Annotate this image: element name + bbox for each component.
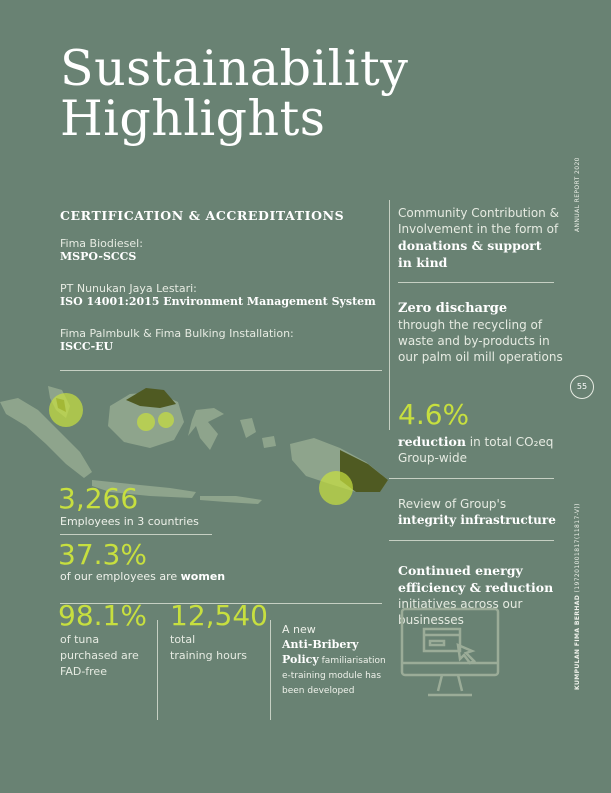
tuna-caption (60, 632, 139, 680)
side-annual-report: ANNUAL REPORT 2020 (574, 157, 581, 232)
location-circle (319, 471, 353, 505)
energy-bold-1: Continued energy (398, 563, 523, 578)
divider (398, 282, 554, 283)
zero-line-1: through the recycling of (398, 318, 543, 332)
bribery-block (282, 622, 386, 699)
divider-vertical (270, 620, 271, 720)
bribery-rest-2: e-training module has (282, 671, 382, 681)
employees-caption: Employees in 3 countries (60, 515, 199, 528)
training-line-2: training hours (170, 649, 248, 662)
tuna-line-1: of tuna (60, 633, 100, 646)
side-company-name: KUMPULAN FIMA BERHAD (574, 594, 581, 690)
title-line-1: Sustainability (60, 40, 409, 97)
tuna-line-3: FAD-free (60, 665, 107, 678)
divider (60, 534, 212, 535)
women-caption-prefix: of our employees are (60, 570, 178, 583)
training-value: 12,540 (170, 599, 268, 632)
bribery-bold-2: Policy (282, 653, 319, 666)
review-bold: integrity infrastructure (398, 513, 556, 527)
cert-value: ISCC-EU (60, 340, 114, 353)
energy-bold-2: efficiency & reduction (398, 580, 554, 595)
title-line-2: Highlights (60, 90, 326, 147)
map-maluku-2 (262, 436, 276, 448)
cert-label: Fima Palmbulk & Fima Bulking Installation: (60, 327, 294, 340)
map-nusa (200, 496, 262, 504)
computer-monitor-icon (398, 605, 502, 705)
cert-label: Fima Biodiesel: (60, 237, 143, 250)
page-title (60, 40, 409, 147)
divider (60, 370, 382, 371)
certification-heading: CERTIFICATION & ACCREDITATIONS (60, 208, 345, 223)
review-block (398, 496, 563, 529)
side-company (574, 503, 581, 690)
map-sulawesi (188, 408, 224, 450)
cert-item-nunukan (60, 282, 376, 308)
co2-line-2: Group-wide (398, 451, 468, 465)
divider-vertical (157, 620, 158, 720)
page-number: 55 (570, 375, 594, 399)
cert-item-palmbulk (60, 327, 294, 353)
bribery-rest-1: familiarisation (321, 656, 386, 666)
zero-line-3: our palm oil mill operations (398, 350, 563, 364)
location-circle (158, 412, 174, 428)
co2-block (398, 433, 563, 466)
energy-line-2: businesses (398, 613, 464, 627)
employees-value: 3,266 (58, 482, 139, 515)
divider (389, 540, 554, 541)
women-caption (60, 570, 225, 583)
location-circle (137, 413, 155, 431)
tuna-line-2: purchased are (60, 649, 139, 662)
zero-discharge-block (398, 300, 568, 365)
cert-value: ISO 14001:2015 Environment Management System (60, 295, 376, 308)
cert-item-biodiesel (60, 237, 143, 263)
training-line-1: total (170, 633, 196, 646)
co2-bold: reduction (398, 434, 466, 449)
women-caption-bold: women (180, 570, 226, 583)
bribery-rest-3: been developed (282, 686, 355, 696)
tuna-value: 98.1% (58, 599, 147, 632)
location-circle (49, 393, 83, 427)
community-line-1: Community Contribution & (398, 206, 559, 220)
training-caption (170, 632, 247, 664)
divider (389, 478, 554, 479)
community-line-2: Involvement in the form of (398, 222, 559, 236)
side-company-regno: (197201001817(11817-V)) (574, 503, 581, 593)
cert-label: PT Nunukan Jaya Lestari: (60, 282, 197, 295)
bribery-bold-1: Anti-Bribery (282, 638, 359, 651)
co2-rest: in total CO₂eq (469, 435, 554, 449)
review-line-1: Review of Group's (398, 497, 507, 511)
energy-line-1: initiatives across our (398, 597, 523, 611)
community-bold-2: in kind (398, 255, 448, 270)
zero-bold: Zero discharge (398, 301, 508, 316)
community-block (398, 205, 563, 271)
zero-line-2: waste and by-products in (398, 334, 550, 348)
community-bold-1: donations & support (398, 238, 542, 253)
divider-vertical (389, 200, 390, 430)
bribery-line-1: A new (282, 623, 316, 636)
map-maluku (240, 418, 256, 438)
cert-value: MSPO-SCCS (60, 250, 137, 263)
women-value: 37.3% (58, 538, 147, 571)
co2-value: 4.6% (398, 398, 470, 431)
